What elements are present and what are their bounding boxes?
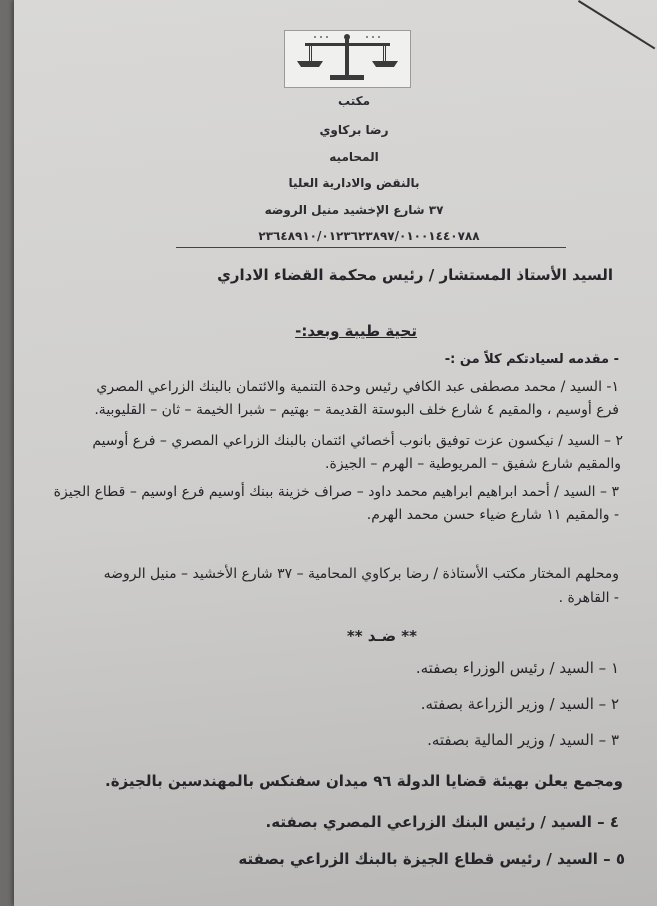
chosen-domicile-line-2: - القاهرة . [558, 590, 619, 606]
letterhead-divider [176, 247, 566, 248]
letterhead-lawyer-name: رضا بركاوي [319, 123, 389, 137]
chosen-domicile-line-1: ومحلهم المختار مكتب الأستاذة / رضا بركاوي المحامية – ٣٧ شارع الأخشيد – منيل الروضه [103, 566, 619, 582]
scales-of-justice-icon [284, 30, 411, 88]
plaintiff-3-line-1: ٣ – السيد / أحمد ابراهيم ابراهيم محمد داود – صراف خزينة ببنك أوسيم فرع اوسيم – قطاع الجيزة [53, 484, 619, 500]
greeting: تحية طيبة وبعد:- [295, 322, 417, 340]
against-heading: ** ضـد ** [346, 627, 417, 645]
letterhead-phones: ٢٣٦٤٨٩١٠/٠١٢٣٦٢٣٨٩٧/٠١٠٠١٤٤٠٧٨٨ [258, 229, 480, 243]
plaintiff-2-line-2: والمقيم شارع شفيق – المريوطية – الهرم – الجيزة. [325, 456, 621, 472]
defendant-5: ٥ – السيد / رئيس قطاع الجيزة بالبنك الزراعي بصفته [238, 850, 625, 868]
plaintiff-3-line-2: - والمقيم ١١ شارع ضياء حسن محمد الهرم. [366, 507, 619, 523]
defendant-1: ١ – السيد / رئيس الوزراء بصفته. [415, 659, 619, 677]
letterhead-title: المحاميه [329, 150, 379, 164]
defendant-2: ٢ – السيد / وزير الزراعة بصفته. [420, 695, 619, 713]
letterhead-office: مكتب [337, 94, 370, 108]
defendant-4: ٤ – السيد / رئيس البنك الزراعي المصري بصفته. [265, 813, 619, 831]
letterhead-courts: بالنقض والادارية العليا [288, 176, 420, 190]
plaintiff-2-line-1: ٢ – السيد / نيكسون عزت توفيق بانوب أخصائي ائتمان بالبنك الزراعي المصري – فرع أوسيم [92, 433, 623, 449]
defendant-3: ٣ – السيد / وزير المالية بصفته. [427, 731, 619, 749]
intro: - مقدمه لسيادتكم كلاً من :- [444, 352, 619, 367]
pen-stroke [578, 0, 655, 49]
service-notice: ومجمع يعلن بهيئة قضايا الدولة ٩٦ ميدان سفنكس بالمهندسين بالجيزة. [105, 772, 623, 790]
plaintiff-1-line-1: ١- السيد / محمد مصطفى عبد الكافي رئيس وحدة التنمية والائتمان بالبنك الزراعي المصري [96, 379, 619, 395]
letterhead-address: ٣٧ شارع الإخشيد منيل الروضه [264, 203, 444, 217]
addressee: السيد الأستاذ المستشار / رئيس محكمة القضاء الاداري [217, 266, 613, 284]
document-page [14, 0, 657, 906]
plaintiff-1-line-2: فرع أوسيم ، والمقيم ٤ شارع خلف البوستة القديمة – بهتيم – شبرا الخيمة – ثان – القليوبية. [94, 402, 619, 418]
